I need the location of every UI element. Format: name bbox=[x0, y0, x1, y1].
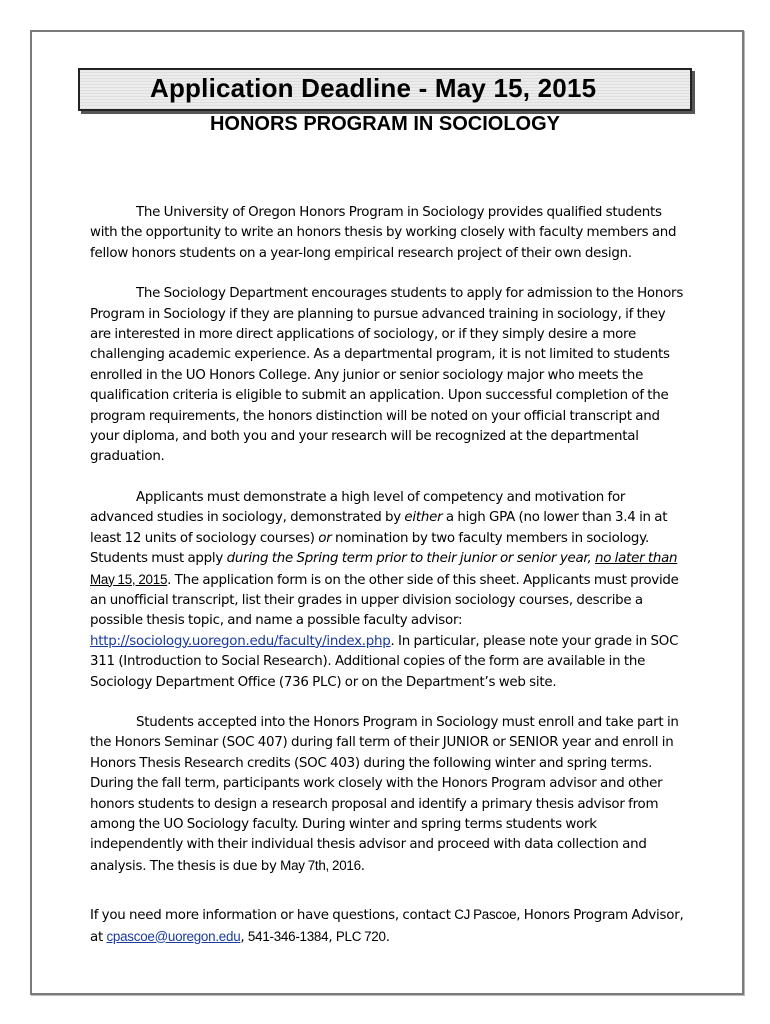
advisor-name: CJ Pascoe bbox=[454, 907, 517, 923]
req-either: either bbox=[404, 510, 443, 526]
advisor-office: PLC 720 bbox=[335, 928, 386, 944]
req-text-a: Applicants must demonstrate a high level of competency and motivation for advanced studies in sociology, demonstrated by bbox=[90, 489, 626, 526]
intro-paragraph: The University of Oregon Honors Program in Sociology provides qualified students with the opportunity to write an honors thesis by working closely with faculty members and fellow honors students on a year-long empirical research project of their own design. bbox=[90, 205, 677, 261]
thesis-due-date: May 7th, 2016 bbox=[280, 857, 361, 873]
deadline-title: Application Deadline - May 15, 2015 bbox=[150, 73, 597, 103]
program-title: HONORS PROGRAM IN SOCIOLOGY bbox=[209, 113, 561, 135]
enroll-text: Students accepted into the Honors Program in Sociology must enroll and take part in the Honors Seminar (SOC 407) during fall term of their JUNIOR or SENIOR year and enroll in Honors Thesis Research credits (SOC 403) during the following winter and spring terms. During the fall term, participants work closely with the Honors Program advisor and other honors students to design a research proposal and identify a primary thesis advisor from among the UO Sociology faculty. During winter and spring terms students work independently with their individual thesis advisor and proceed with data collection and analysis. The thesis is due by bbox=[90, 714, 679, 874]
advisor-email-link[interactable]: cpascoe@uoregon.edu bbox=[106, 928, 241, 944]
enroll-end: . bbox=[360, 858, 365, 874]
department-paragraph: The Sociology Department encourages students to apply for admission to the Honors Program in Sociology if they are planning to pursue advanced training in sociology, if they are interested in more direct applications of sociology, or if they simply desire a more challenging academic experience. As a departmental program, it is not limited to students enrolled in the UO Honors College. Any junior or senior sociology major who meets the qualification criteria is eligible to submit an application. Upon successful completion of the program requirements, the honors distinction will be noted on your official transcript and your diploma, and both you and your research will be recognized at the departmental graduation. bbox=[90, 286, 684, 465]
req-timing: during the Spring term prior to their junior or senior year, bbox=[226, 551, 592, 567]
req-deadline-date: May 15, 2015 bbox=[90, 571, 168, 587]
advisor-phone: 541-346-1384 bbox=[247, 928, 329, 944]
faculty-url-link[interactable]: http://sociology.uoregon.edu/faculty/index.php bbox=[90, 633, 391, 649]
req-or: or bbox=[318, 530, 332, 546]
req-no-later: no later than bbox=[594, 551, 678, 567]
document-body bbox=[90, 203, 686, 968]
contact-sep-2: , bbox=[328, 929, 336, 945]
contact-paragraph bbox=[90, 905, 686, 948]
req-text-e: . In particular, please note your grade in SOC 311 (Introduction to Social Research). Additional copies of the form are available in the Sociology Department Office (736 PLC) or on the Department’s web site. bbox=[90, 633, 679, 690]
contact-text-b: , Honors Program Advisor, at bbox=[90, 908, 684, 945]
contact-text-a: If you need more information or have questions, contact bbox=[90, 908, 455, 924]
enrollment-paragraph bbox=[90, 713, 686, 877]
contact-sep-1: , bbox=[240, 929, 248, 945]
deadline-banner bbox=[78, 68, 692, 111]
req-text-b: a high GPA (no lower than 3.4 in at least 12 units of sociology courses) bbox=[90, 510, 668, 546]
req-text-c: nomination by two faculty members in sociology. Students must apply bbox=[90, 530, 649, 567]
req-text-d: . The application form is on the other side of this sheet. Applicants must provide an unofficial transcript, list their grades in upper division sociology courses, describe a possible thesis topic, and name a possible faculty advisor: bbox=[90, 572, 679, 629]
contact-end: . bbox=[385, 929, 390, 945]
requirements-paragraph bbox=[90, 488, 686, 693]
